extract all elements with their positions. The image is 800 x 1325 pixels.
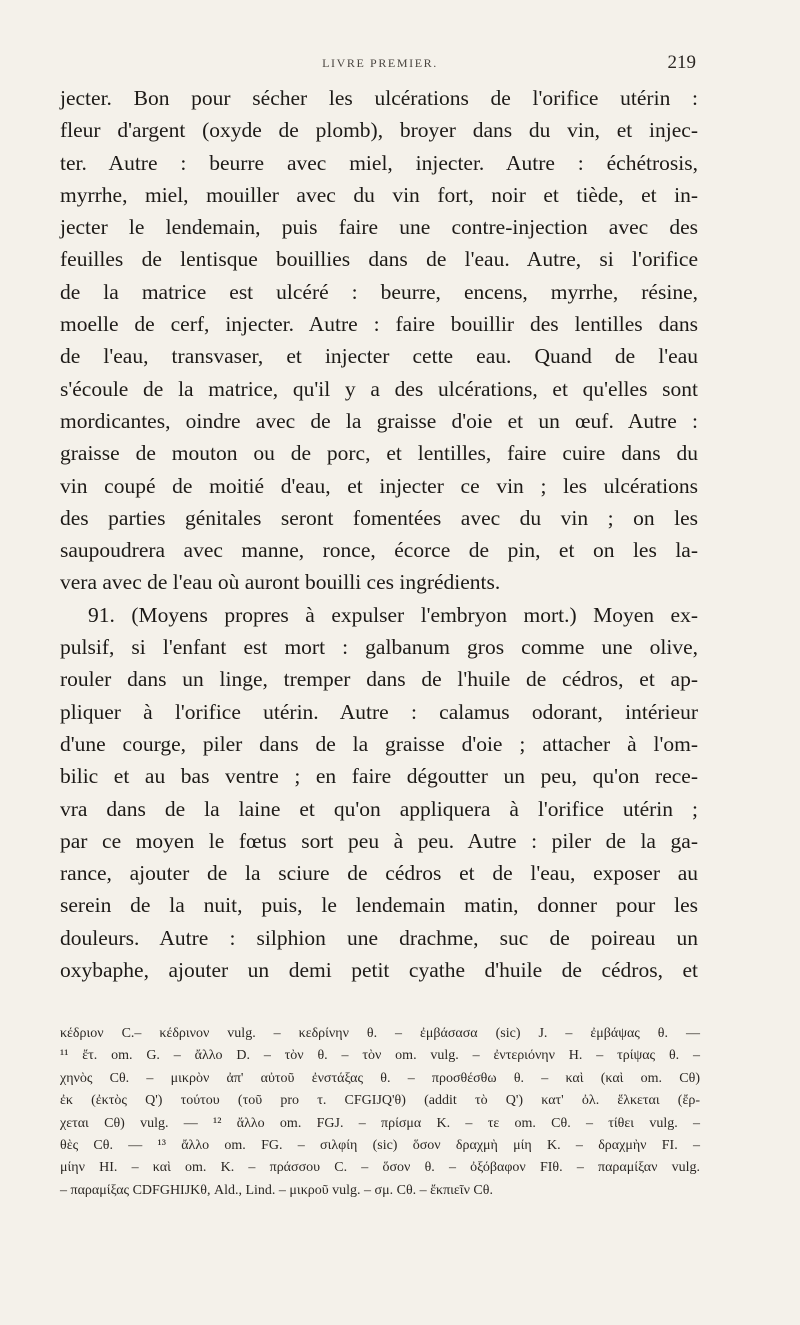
text-line: saupoudrera avec manne, ronce, écorce de pin, et on les la- — [60, 538, 698, 563]
page-header — [60, 52, 700, 74]
text-line: s'écoule de la matrice, qu'il y a des ulcérations, et qu'elles sont — [60, 376, 698, 401]
text-line: moelle de cerf, injecter. Autre : faire bouillir des lentilles dans — [60, 312, 698, 337]
page-number: 219 — [667, 52, 696, 73]
footnote-line: χεται Cθ) vulg. — ¹² ἄλλο om. FGJ. – πρίσμα K. – τε om. Cθ. – τίθει vulg. – — [60, 1115, 700, 1131]
footnote-line: θὲς Cθ. — ¹³ ἄλλο om. FG. – σιλφίη (sic) ὅσον δραχμὴ μίη K. – δραχμὴν FI. – — [60, 1137, 700, 1153]
text-line: jecter. Bon pour sécher les ulcérations de l'orifice utérin : — [60, 86, 698, 110]
text-line: rouler dans un linge, tremper dans de l'huile de cédros, et ap- — [60, 667, 698, 692]
text-line: mordicantes, oindre avec de la graisse d'oie et un œuf. Autre : — [60, 408, 698, 433]
text-line: oxybaphe, ajouter un demi petit cyathe d'huile de cédros, et — [60, 958, 698, 983]
footnote-line: χηνὸς Cθ. – μικρὸν ἀπ' αὐτοῦ ἐνστάξας θ. – προσθέσθω θ. – καὶ (καὶ om. Cθ) — [60, 1070, 700, 1086]
footnote-line: κέδριον C.– κέδρινον vulg. – κεδρίνην θ. – ἐμβάσασα (sic) J. – ἐμβάψας θ. — — [60, 1026, 700, 1041]
footnote-line: ¹¹ ἔτ. om. G. – ἄλλο D. – τὸν θ. – τὸν om. vulg. – ἐντεριόνην H. – τρίψας θ. – — [60, 1048, 700, 1064]
main-text — [60, 82, 698, 986]
section-heading-line: 91. (Moyens propres à expulser l'embryon mort.) Moyen ex- — [88, 602, 698, 627]
footnote-line: ἐκ (ἐκτὸς Q') τούτου (τοῦ pro τ. CFGIJQ'θ) (addit τὸ Q') κατ' ὀλ. ἕλκεται (ἔρ- — [60, 1093, 700, 1109]
running-title: LIVRE PREMIER. — [322, 56, 438, 70]
footnotes — [60, 1023, 700, 1202]
text-line: feuilles de lentisque bouillies dans de l'eau. Autre, si l'orifice — [60, 247, 698, 272]
text-line: vera avec de l'eau où auront bouilli ces ingrédients. — [60, 570, 501, 595]
text-line: de l'eau, transvaser, et injecter cette eau. Quand de l'eau — [60, 344, 698, 369]
text-line: jecter le lendemain, puis faire une contre-injection avec des — [60, 215, 698, 240]
text-line: vra dans de la laine et qu'on appliquera à l'orifice utérin ; — [60, 796, 698, 821]
text-line: douleurs. Autre : silphion une drachme, suc de poireau un — [60, 925, 698, 950]
text-line: bilic et au bas ventre ; en faire dégoutter un peu, qu'on rece- — [60, 764, 698, 789]
text-line: pulsif, si l'enfant est mort : galbanum gros comme une olive, — [60, 635, 698, 660]
text-line: graisse de mouton ou de porc, et lentilles, faire cuire dans du — [60, 441, 698, 466]
text-line: ter. Autre : beurre avec miel, injecter. Autre : échétrosis, — [60, 150, 698, 175]
footnote-line: μίην HI. – καὶ om. K. – πράσσου C. – ὅσον θ. – ὀξόβαφον FIθ. – παραμίξαν vulg. — [60, 1160, 700, 1176]
text-line: vin coupé de moitié d'eau, et injecter ce vin ; les ulcérations — [60, 473, 698, 498]
text-line: des parties génitales seront fomentées avec du vin ; on les — [60, 505, 698, 530]
text-line: fleur d'argent (oxyde de plomb), broyer dans du vin, et injec- — [60, 118, 698, 143]
text-line: de la matrice est ulcéré : beurre, encens, myrrhe, résine, — [60, 279, 698, 304]
text-line: rance, ajouter de la sciure de cédros et de l'eau, exposer au — [60, 861, 698, 886]
footnote-line: – παραμίξας CDFGHIJKθ, Ald., Lind. – μικροῦ vulg. – σμ. Cθ. – ἔκπιεῖν Cθ. — [60, 1182, 493, 1198]
text-line: par ce moyen le fœtus sort peu à peu. Autre : piler de la ga- — [60, 828, 698, 853]
text-line: pliquer à l'orifice utérin. Autre : calamus odorant, intérieur — [60, 699, 698, 724]
text-line: serein de la nuit, puis, le lendemain matin, donner pour les — [60, 893, 698, 918]
text-line: myrrhe, miel, mouiller avec du vin fort, noir et tiède, et in- — [60, 182, 698, 207]
text-line: d'une courge, piler dans de la graisse d'oie ; attacher à l'om- — [60, 731, 698, 756]
